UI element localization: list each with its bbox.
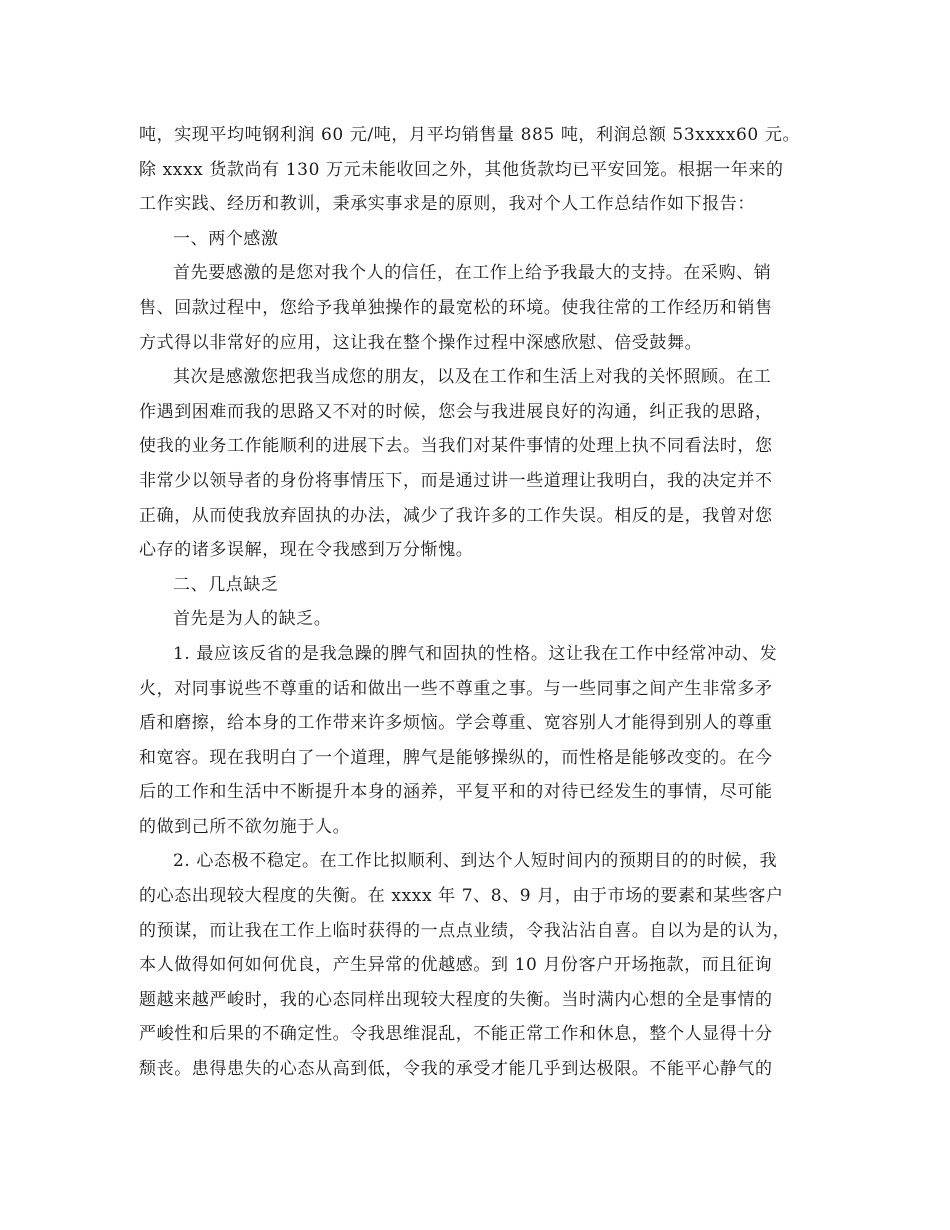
text-line: 首先要感激的是您对我个人的信任，在工作上给予我最大的支持。在采购、销	[173, 263, 772, 284]
text-line: 火，对同事说些不尊重的话和做出一些不尊重之事。与一些同事之间产生非常多矛	[139, 678, 773, 699]
text-line: 除 xxxx 货款尚有 130 万元未能收回之外，其他货款均已平安回笼。根据一年来的	[139, 159, 784, 180]
text-line: 题越来越严峻时，我的心态同样出现较大程度的失衡。当时满内心想的全是事情的	[139, 989, 773, 1010]
text-line: 工作实践、经历和教训，秉承实事求是的原则，我对个人工作总结作如下报告：	[139, 194, 755, 215]
text-line: 作遇到困难而我的思路又不对的时候，您会与我进展良好的沟通，纠正我的思路，	[139, 401, 773, 422]
text-line: 颓丧。患得患失的心态从高到低，令我的承受才能几乎到达极限。不能平心静气的	[139, 1059, 773, 1080]
document-body	[139, 118, 829, 1087]
text-line: 和宽容。现在我明白了一个道理，脾气是能够操纵的，而性格是能够改变的。在今	[139, 747, 773, 768]
text-line: 其次是感激您把我当成您的朋友，以及在工作和生活上对我的关怀照顾。在工	[173, 367, 772, 388]
text-line: 一、两个感激	[173, 228, 279, 249]
text-line: 盾和磨擦，给本身的工作带来许多烦恼。学会尊重、宽容别人才能得到别人的尊重	[139, 713, 773, 734]
text-line: 的预谋，而让我在工作上临时获得的一点点业绩，令我沾沾自喜。自以为是的认为，	[139, 920, 791, 941]
text-line: 吨，实现平均吨钢利润 60 元/吨，月平均销售量 885 吨，利润总额 53xxxx60 元。	[139, 125, 801, 145]
text-line: 本人做得如何如何优良，产生异常的优越感。到 10 月份客户开场拖款，而且征询	[139, 955, 773, 976]
text-line: 二、几点缺乏	[173, 574, 279, 595]
text-line: 非常少以领导者的身份将事情压下，而是通过讲一些道理让我明白，我的决定并不	[139, 470, 773, 491]
text-line: 使我的业务工作能顺利的进展下去。当我们对某件事情的处理上执不同看法时，您	[139, 436, 773, 457]
text-line: 方式得以非常好的应用，这让我在整个操作过程中深感欣慰、倍受鼓舞。	[139, 332, 703, 353]
text-line: 正确，从而使我放弃固执的办法，减少了我许多的工作失误。相反的是，我曾对您	[139, 505, 773, 526]
text-line: 首先是为人的缺乏。	[173, 609, 332, 630]
text-line: 1. 最应该反省的是我急躁的脾气和固执的性格。这让我在工作中经常冲动、发	[173, 643, 778, 664]
text-line: 后的工作和生活中不断提升本身的涵养，平复平和的对待已经发生的事情，尽可能	[139, 782, 773, 803]
text-line: 2. 心态极不稳定。在工作比拟顺利、到达个人短时间内的预期目的的时候，我	[173, 851, 778, 872]
text-line: 售、回款过程中，您给予我单独操作的最宽松的环境。使我往常的工作经历和销售	[139, 297, 773, 318]
text-line: 严峻性和后果的不确定性。令我思维混乱，不能正常工作和休息，整个人显得十分	[139, 1024, 773, 1045]
text-line: 的心态出现较大程度的失衡。在 xxxx 年 7、8、9 月，由于市场的要素和某些客户	[139, 886, 784, 907]
text-line: 的做到己所不欲勿施于人。	[139, 816, 351, 837]
text-line: 心存的诸多误解，现在令我感到万分惭愧。	[139, 540, 474, 561]
